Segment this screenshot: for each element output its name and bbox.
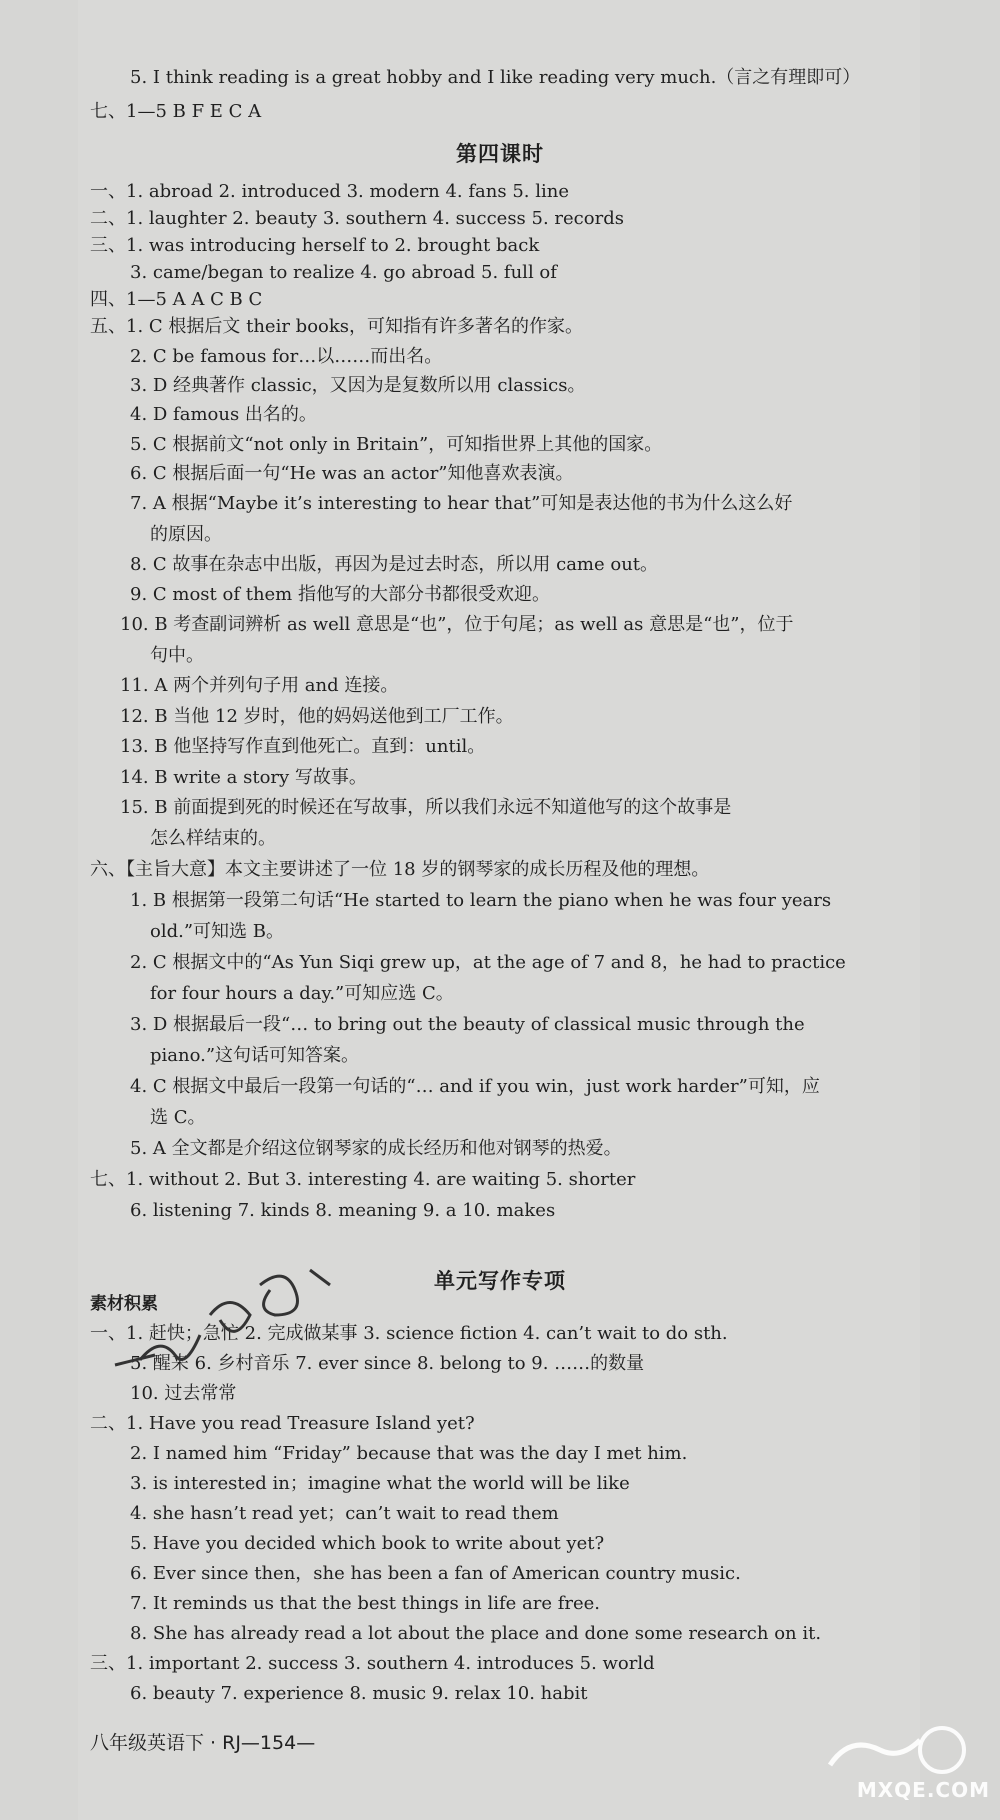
answer-line: 的原因。 (150, 524, 222, 545)
answer-line: 7. It reminds us that the best things in life are free. (130, 1593, 601, 1614)
answer-line: 一、1. 赶快；急忙 2. 完成做某事 3. science fiction 4. can’t wait to do sth. (90, 1323, 728, 1344)
answer-line: 6. beauty 7. experience 8. music 9. relax 10. habit (130, 1683, 588, 1704)
answer-line: 选 C。 (150, 1107, 206, 1128)
answer-line: 二、1. laughter 2. beauty 3. southern 4. success 5. records (90, 208, 624, 229)
answer-line: 3. is interested in；imagine what the world will be like (130, 1473, 630, 1494)
answer-line: piano.”这句话可知答案。 (150, 1045, 360, 1066)
answer-line: for four hours a day.”可知应选 C。 (150, 983, 454, 1004)
answer-line: 三、1. important 2. success 3. southern 4. introduces 5. world (90, 1653, 655, 1674)
answer-line: 4. she hasn’t read yet；can’t wait to read them (130, 1503, 559, 1524)
answer-line: 5. I think reading is a great hobby and I like reading very much.（言之有理即可） (130, 67, 861, 88)
answer-line: 七、1—5 B F E C A (90, 101, 262, 122)
answer-line: 素材积累 (90, 1294, 158, 1314)
answer-line: 5. C 根据前文“not only in Britain”，可知指世界上其他的国家。 (130, 434, 663, 455)
answer-line: 5. A 全文都是介绍这位钢琴家的成长经历和他对钢琴的热爱。 (130, 1138, 622, 1159)
page-footer: 八年级英语下 · RJ—154— (90, 1732, 316, 1754)
watermark-text: MXQE.COM (856, 1778, 990, 1802)
answer-line: 7. A 根据“Maybe it’s interesting to hear that”可知是表达他的书为什么这么好 (130, 493, 793, 514)
answer-line: 五、1. C 根据后文 their books，可知指有许多著名的作家。 (90, 316, 584, 337)
answer-line: 13. B 他坚持写作直到他死亡。直到：until。 (120, 736, 486, 757)
answer-line: 6. Ever since then，she has been a fan of American country music. (130, 1563, 741, 1584)
answer-line: 2. C be famous for…以……而出名。 (130, 346, 443, 367)
answer-line: 1. B 根据第一段第二句话“He started to learn the piano when he was four years (130, 890, 832, 911)
section-heading-writing: 单元写作专项 (434, 1269, 566, 1293)
answer-line: 10. 过去常常 (130, 1383, 237, 1404)
answer-line: 5. Have you decided which book to write about yet? (130, 1533, 605, 1554)
answer-line: 二、1. Have you read Treasure Island yet? (90, 1413, 475, 1434)
answer-line: 3. D 根据最后一段“… to bring out the beauty of classical music through the (130, 1014, 805, 1035)
answer-line: 5. 醒来 6. 乡村音乐 7. ever since 8. belong to 9. ……的数量 (130, 1353, 645, 1374)
answer-line: 12. B 当他 12 岁时，他的妈妈送他到工厂工作。 (120, 706, 514, 727)
answer-line: 14. B write a story 写故事。 (120, 767, 367, 788)
answer-line: 七、1. without 2. But 3. interesting 4. are waiting 5. shorter (90, 1169, 636, 1190)
answer-line: 9. C most of them 指他写的大部分书都很受欢迎。 (130, 584, 550, 605)
answer-line: 一、1. abroad 2. introduced 3. modern 4. fans 5. line (90, 181, 569, 202)
answer-line: 6. C 根据后面一句“He was an actor”知他喜欢表演。 (130, 463, 574, 484)
answer-line: 15. B 前面提到死的时候还在写故事，所以我们永远不知道他写的这个故事是 (120, 797, 732, 818)
answer-line: 四、1—5 A A C B C (90, 289, 263, 310)
handwritten-scribble (110, 1255, 350, 1375)
answer-line: 3. D 经典著作 classic，又因为是复数所以用 classics。 (130, 375, 586, 396)
answer-line: 2. I named him “Friday” because that was the day I met him. (130, 1443, 688, 1464)
answer-line: 怎么样结束的。 (150, 828, 276, 849)
answer-line: 三、1. was introducing herself to 2. brought back (90, 235, 540, 256)
answer-line: 6. listening 7. kinds 8. meaning 9. a 10. makes (130, 1200, 556, 1221)
answer-line: 4. D famous 出名的。 (130, 404, 317, 425)
answer-line: 10. B 考查副词辨析 as well 意思是“也”，位于句尾；as well as 意思是“也”，位于 (120, 614, 794, 635)
answer-line: 六、【主旨大意】本文主要讲述了一位 18 岁的钢琴家的成长历程及他的理想。 (90, 859, 710, 880)
answer-line: 句中。 (150, 645, 204, 666)
answer-line: 8. She has already read a lot about the place and done some research on it. (130, 1623, 822, 1644)
answer-line: 11. A 两个并列句子用 and 连接。 (120, 675, 399, 696)
answer-line: 8. C 故事在杂志中出版，再因为是过去时态，所以用 came out。 (130, 554, 659, 575)
answer-line: 4. C 根据文中最后一段第一句话的“… and if you win，just work harder”可知，应 (130, 1076, 820, 1097)
section-heading-lesson4: 第四课时 (456, 142, 544, 166)
answer-line: 2. C 根据文中的“As Yun Siqi grew up，at the age of 7 and 8，he had to practice (130, 952, 846, 973)
answer-line: old.”可知选 B。 (150, 921, 284, 942)
watermark-logo (820, 1720, 970, 1780)
answer-line: 3. came/began to realize 4. go abroad 5. full of (130, 262, 557, 283)
